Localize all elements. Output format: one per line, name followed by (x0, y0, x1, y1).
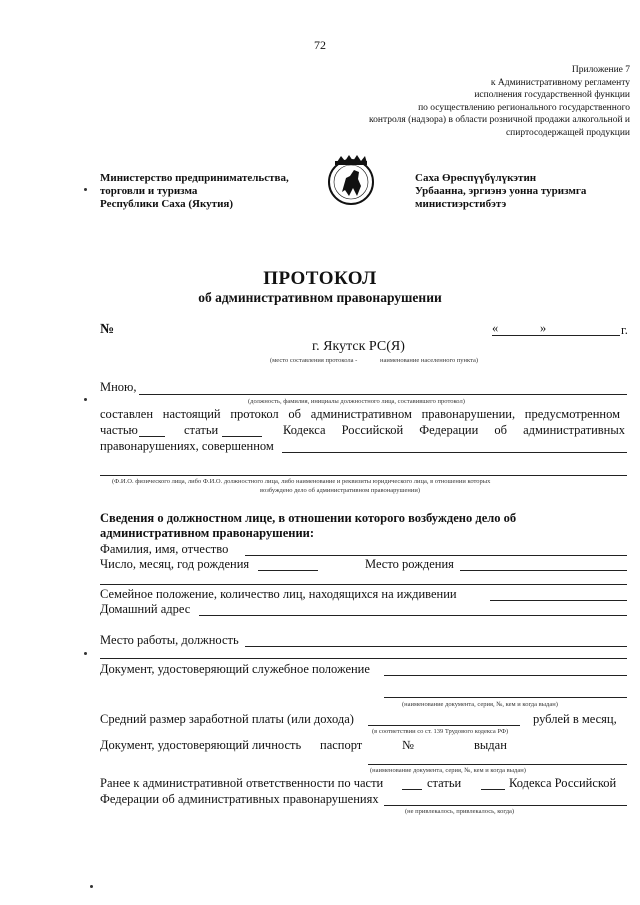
date-field[interactable] (492, 335, 620, 336)
appendix-line: контроля (надзора) в области розничной продажи алкогольной и (369, 115, 630, 126)
committed-field[interactable] (282, 452, 627, 453)
part-label: частью (100, 423, 138, 437)
workplace-field-continued[interactable] (100, 658, 627, 659)
ministry-ru-line: торговли и туризма (100, 185, 198, 197)
issued-label: выдан (474, 738, 507, 752)
id-number-label: № (402, 738, 414, 752)
inspector-field[interactable] (139, 394, 627, 395)
family-status-field[interactable] (490, 600, 627, 601)
id-document-field[interactable] (368, 764, 627, 765)
date-open-quote: « (492, 321, 499, 335)
prior-article-label: статьи (427, 776, 462, 790)
appendix-note (369, 64, 630, 140)
drawn-up-text: составлен настоящий протокол об административном правонарушении, предусмотренном (100, 407, 620, 421)
appendix-line: спиртосодержащей продукции (505, 127, 630, 138)
passport-label: паспорт (320, 738, 363, 752)
document-subtitle: об административном правонарушении (198, 290, 442, 305)
ministry-sakha-line: министиэрстибэтэ (415, 198, 507, 210)
year-suffix: г. (621, 323, 628, 337)
prior-offence-label-continued: Федерации об административных правонарушениях (100, 792, 379, 806)
coat-of-arms-emblem (323, 152, 379, 208)
inspector-label: Мною, (100, 380, 137, 394)
full-name-label: Фамилия, имя, отчество (100, 542, 229, 556)
part-field[interactable] (139, 436, 165, 437)
salary-label: Средний размер заработной платы (или дохода) (100, 712, 354, 726)
birth-place-field-continued[interactable] (100, 584, 627, 585)
prior-article-field[interactable] (481, 789, 505, 790)
workplace-label: Место работы, должность (100, 633, 239, 647)
ministry-sakha-line: Урбаанна, эргиэнэ уонна туризмга (415, 185, 587, 197)
appendix-line: Приложение 7 (571, 65, 630, 75)
scan-mark (84, 188, 87, 191)
committed-label: правонарушениях, совершенном (100, 439, 274, 453)
home-address-label: Домашний адрес (100, 602, 191, 616)
prior-offence-field[interactable] (384, 805, 627, 806)
prior-code-text: Кодекса Российской (509, 776, 617, 790)
appendix-line: исполнения государственной функции (474, 90, 630, 101)
section-heading: Сведения о должностном лице, в отношении которого возбуждено дело об (100, 511, 517, 525)
prior-offence-label: Ранее к административной ответственности по части (100, 776, 384, 790)
prior-offence-caption: (не привлекалось, привлекалось, когда) (405, 808, 515, 815)
birth-date-field[interactable] (258, 570, 318, 571)
birth-place-label: Место рождения (365, 557, 454, 571)
family-status-label: Семейное положение, количество лиц, находящихся на иждивении (100, 587, 457, 601)
scan-mark (84, 398, 87, 401)
city-caption-right: наименование населенного пункта) (380, 357, 479, 364)
ministry-name-ru (100, 172, 289, 211)
salary-field[interactable] (368, 725, 520, 726)
inspector-caption: (должность, фамилия, инициалы должностного лица, составившего протокол) (248, 398, 465, 405)
appendix-line: к Административному регламенту (490, 77, 630, 88)
id-document-caption: (наименование документа, серия, №, кем и когда выдан) (370, 767, 526, 774)
ministry-ru-line: Министерство предпринимательства, (100, 172, 289, 184)
salary-suffix: рублей в месяц, (533, 712, 617, 726)
scan-mark (90, 885, 93, 888)
offender-field[interactable] (100, 475, 627, 476)
offender-caption: возбуждено дело об административном правонарушении) (260, 487, 420, 494)
appendix-line: по осуществлению регионального государственного (418, 102, 630, 113)
service-document-field[interactable] (384, 675, 627, 676)
service-document-field-continued[interactable] (384, 697, 627, 698)
birth-place-field[interactable] (460, 570, 627, 571)
service-document-label: Документ, удостоверяющий служебное положение (100, 662, 370, 676)
home-address-field[interactable] (199, 615, 627, 616)
article-label: статьи (184, 423, 219, 437)
prior-part-field[interactable] (402, 789, 422, 790)
article-field[interactable] (222, 436, 262, 437)
protocol-number-label: № (100, 322, 115, 337)
scan-mark (84, 652, 87, 655)
section-heading: административном правонарушении: (100, 526, 315, 540)
offender-caption: (Ф.И.О. физического лица, либо Ф.И.О. должностного лица, либо наименование и реквизиты юридического лица, в отношении которых (112, 478, 491, 485)
page-number: 72 (314, 38, 326, 52)
code-text: Кодекса Российской Федерации об административных (283, 423, 625, 437)
ministry-sakha-line: Саха Өрөспүүбүлүкэтин (415, 172, 537, 184)
workplace-field[interactable] (245, 646, 627, 647)
ministry-ru-line: Республики Саха (Якутия) (100, 198, 234, 210)
city-caption-left: (место составления протокола - (270, 357, 358, 364)
city-name: г. Якутск РС(Я) (312, 339, 405, 354)
id-document-label: Документ, удостоверяющий личность (100, 738, 302, 752)
document-title: ПРОТОКОЛ (263, 268, 377, 289)
date-close-quote: » (540, 321, 547, 335)
service-document-caption: (наименование документа, серия, №, кем и когда выдан) (402, 701, 558, 708)
ministry-name-sakha (415, 172, 586, 211)
birth-date-label: Число, месяц, год рождения (100, 557, 250, 571)
salary-caption: (в соответствии со ст. 139 Трудового кодекса РФ) (372, 728, 509, 735)
full-name-field[interactable] (245, 555, 627, 556)
